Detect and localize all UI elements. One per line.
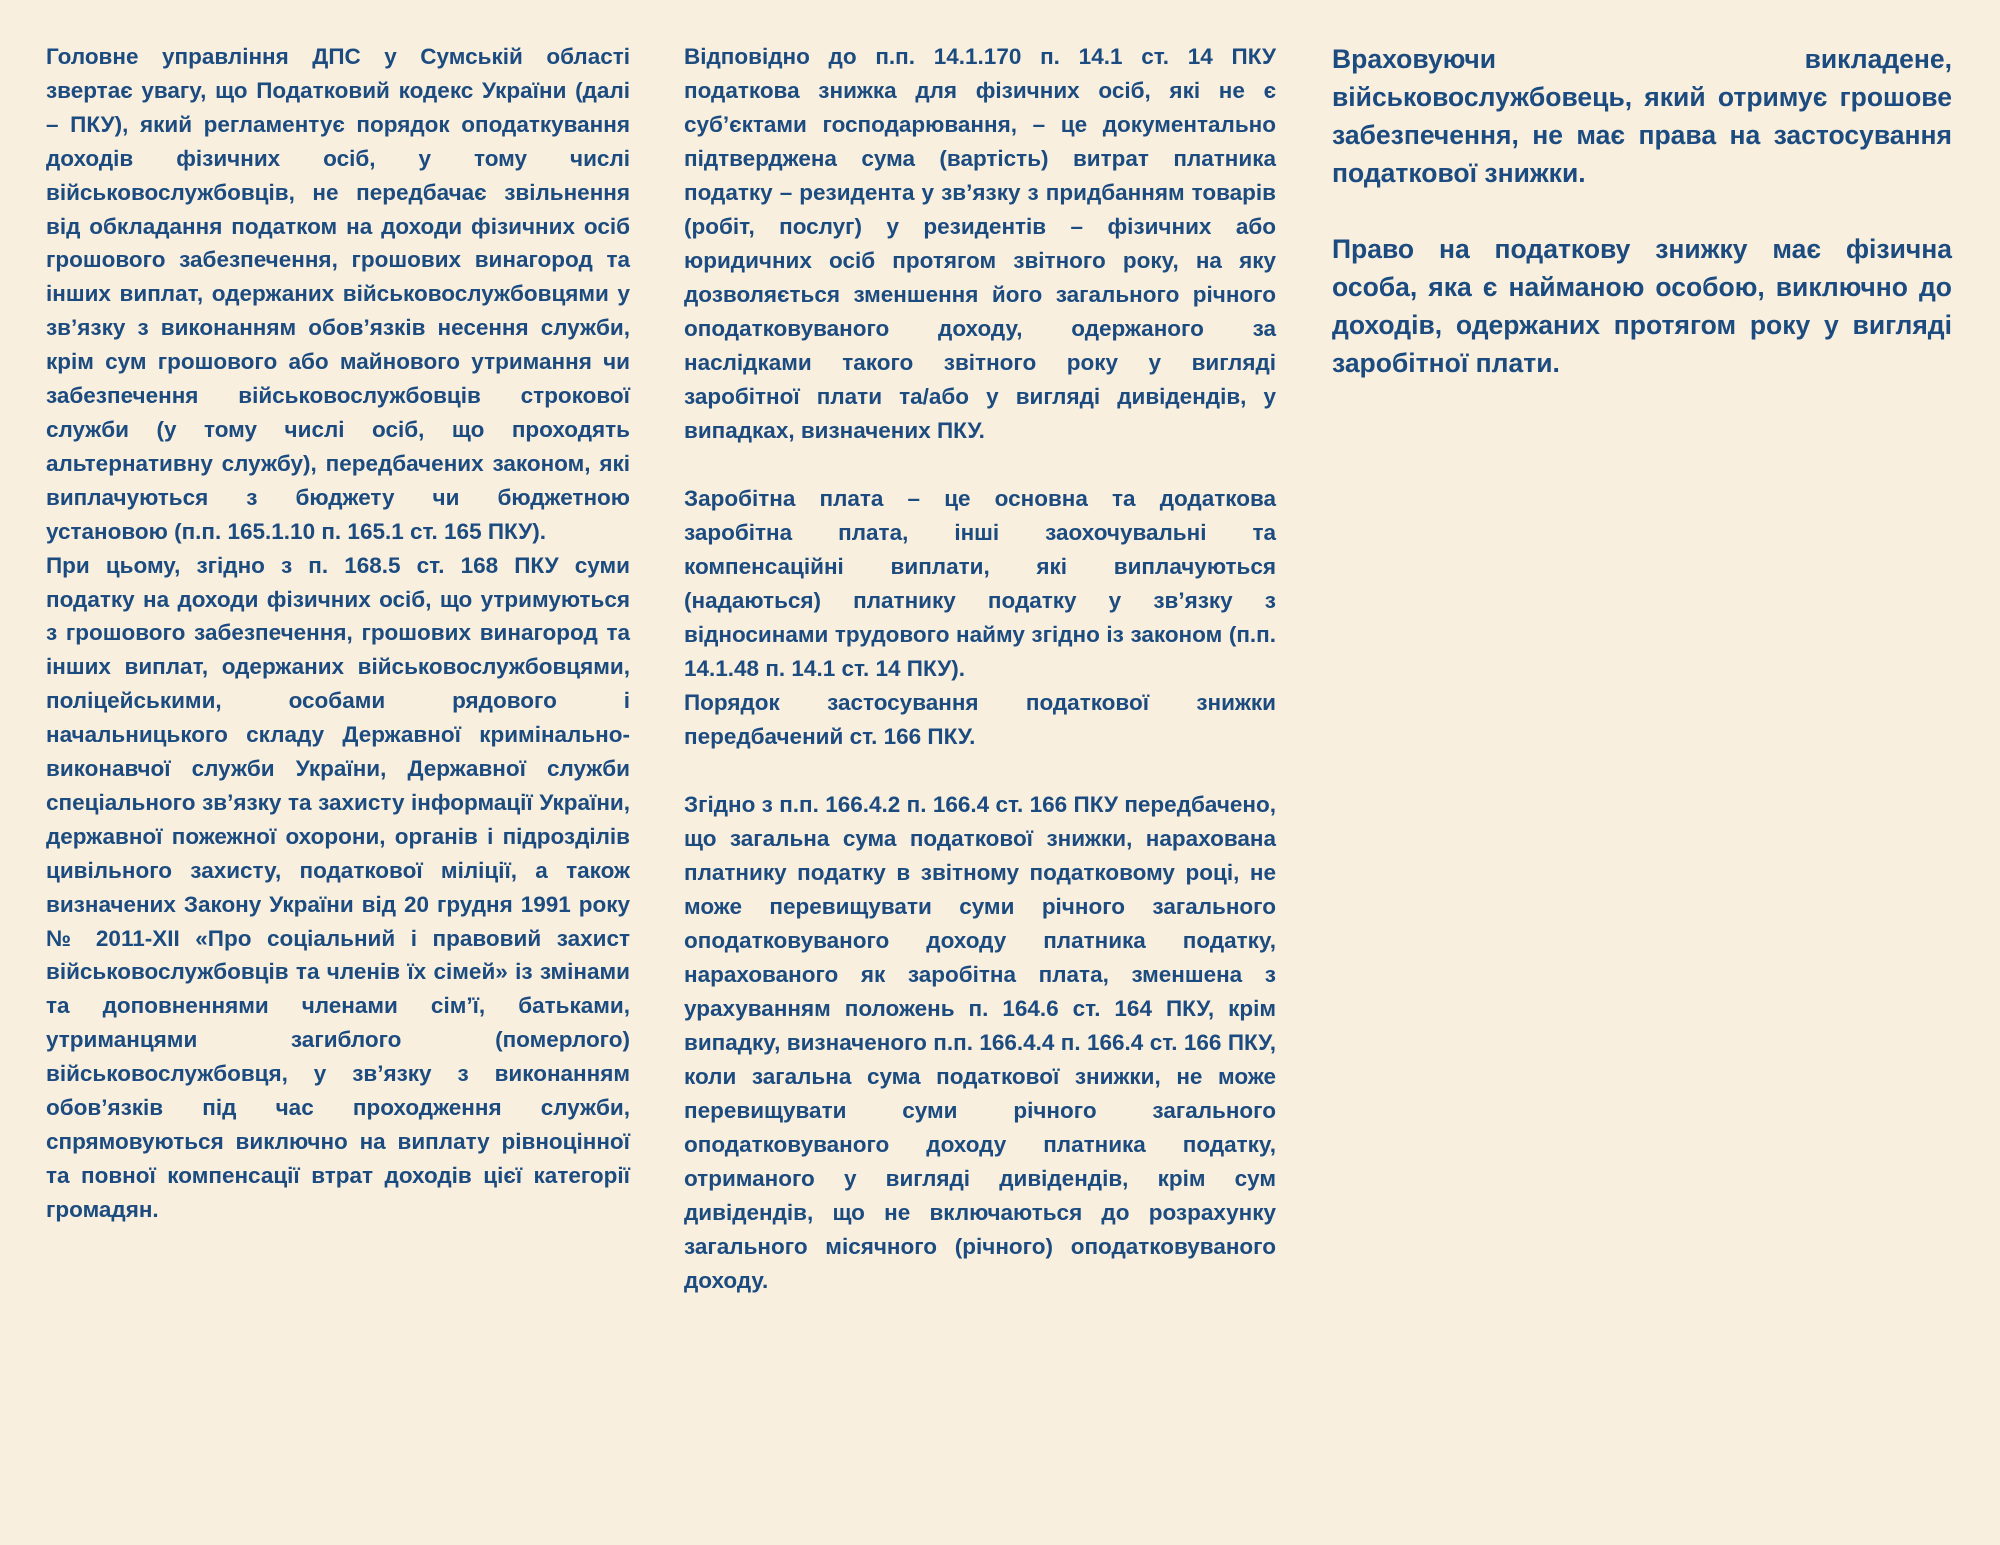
paragraph-tax-code-military-income: Головне управління ДПС у Сумській області звертає увагу, що Податковий кодекс України (далі – ПКУ), який регламентує порядок оподаткування доходів фізичних осіб, у тому числі військовослужбовців, не передбачає звільнення від обкладання податком на доходи фізичних осіб грошового забезпечення, грошових винагород та інших виплат, одержаних військовослужбовцями у зв’язку з виконанням обов’язків несення служби, крім сум грошового або майнового утримання чи забезпечення військовослужбовців строкової служби (у тому числі осіб, що проходять альтернативну службу), передбачених законом, які виплачуються з бюджету чи бюджетною установою (п.п. 165.1.10 п. 165.1 ст. 165 ПКУ). bbox=[46, 44, 630, 544]
paragraph-discount-procedure: Порядок застосування податкової знижки передбачений ст. 166 ПКУ. bbox=[684, 690, 1276, 749]
paragraph-discount-limit: Згідно з п.п. 166.4.2 п. 166.4 ст. 166 ПКУ передбачено, що загальна сума податкової знижки, нарахована платнику податку в звітному податковому році, не може перевищувати суми річного загального оподатковуваного доходу платника податку, нарахованого як заробітна плата, зменшена з урахуванням положень п. 164.6 ст. 164 ПКУ, крім випадку, визначеного п.п. 166.4.4 п. 166.4 ст. 166 ПКУ, коли загальна сума податкової знижки, не може перевищувати суми річного загального оподатковуваного доходу платника податку, отриманого у вигляді дивідендів, крім сум дивідендів, що не включаються до розрахунку загального місячного (річного) оподатковуваного доходу. bbox=[684, 792, 1276, 1293]
text-column-left bbox=[46, 40, 630, 1227]
paragraph-tax-compensation-direction: При цьому, згідно з п. 168.5 ст. 168 ПКУ суми податку на доходи фізичних осіб, що утримуються з грошового забезпечення, грошових винагород та інших виплат, одержаних військовослужбовцями, поліцейськими, особами рядового і начальницького складу Державної кримінально-виконавчої служби України, Державної служби спеціального зв’язку та захисту інформації України, державної пожежної охорони, органів і підрозділів цивільного захисту, податкової міліції, а також визначених Закону України від 20 грудня 1991 року № 2011-XII «Про соціальний і правовий захист військовослужбовців та членів їх сімей» із змінами та доповненнями членами сім’ї, батьками, утриманцями загиблого (померлого) військовослужбовця, у зв’язку з виконанням обов’язків під час проходження служби, спрямовуються виключно на виплату рівноцінної та повної компенсації втрат доходів цієї категорії громадян. bbox=[46, 552, 630, 1222]
paragraph-salary-definition: Заробітна плата – це основна та додаткова заробітна плата, інші заохочувальні та компенсаційні виплати, які виплачуються (надаються) платнику податку у зв’язку з відносинами трудового найму згідно із законом (п.п. 14.1.48 п. 14.1 ст. 14 ПКУ). bbox=[684, 486, 1276, 681]
paragraph-tax-discount-definition: Відповідно до п.п. 14.1.170 п. 14.1 ст. 14 ПКУ податкова знижка для фізичних осіб, які не є суб’єктами господарювання, – це документально підтверджена сума (вартість) витрат платника податку – резидента у зв’язку з придбанням товарів (робіт, послуг) у резидентів – фізичних або юридичних осіб протягом звітного року, на яку дозволяється зменшення його загального річного оподатковуваного доходу, одержаного за наслідками такого звітного року у вигляді заробітної плати та/або у вигляді дивідендів, у випадках, визначених ПКУ. bbox=[684, 44, 1276, 443]
paragraph-conclusion-no-discount: Враховуючи викладене, військовослужбовець, який отримує грошове забезпечення, не має права на застосування податкової знижки. bbox=[1332, 44, 1952, 188]
text-column-middle bbox=[684, 40, 1276, 1298]
paragraph-right-to-discount: Право на податкову знижку має фізична особа, яка є найманою особою, виключно до доходів, одержаних протягом року у вигляді заробітної плати. bbox=[1332, 234, 1952, 378]
text-column-right bbox=[1332, 40, 1952, 382]
